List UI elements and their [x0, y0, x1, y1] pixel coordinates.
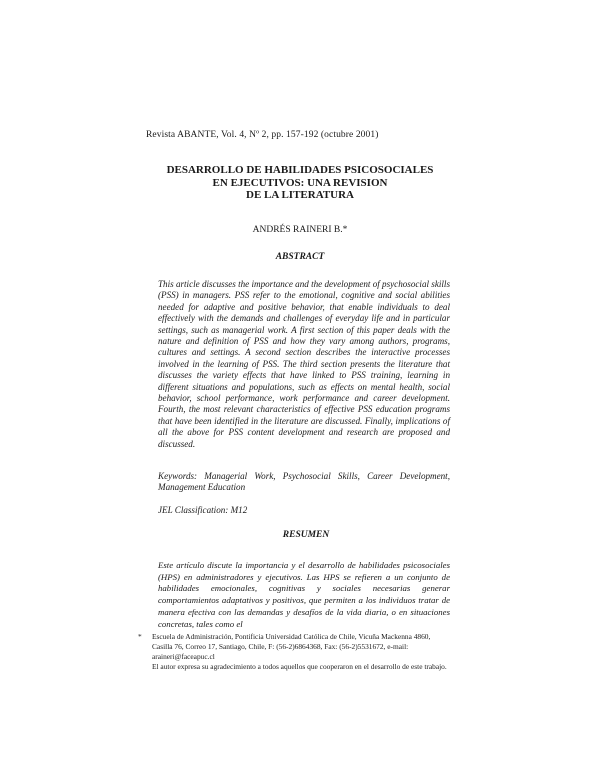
journal-citation: Revista ABANTE, Vol. 4, Nº 2, pp. 157-192 (octubre 2001)	[146, 130, 379, 140]
footnote-affiliation: Escuela de Administración, Pontificia Universidad Católica de Chile, Vicuña Mackenna 4860, Casilla 76, Correo 17, Santiago, Chile, F: (56-2)6864368, Fax: (56-2)5531672, e-mail: araineri@faceapuc.cl	[152, 632, 431, 661]
title-line-2: EN EJECUTIVOS: UNA REVISION	[212, 176, 388, 189]
resumen-body: Este artículo discute la importancia y el desarrollo de habilidades psicosociales (HPS) en administradores y ejecutivos. Las HPS se refieren a un conjunto de habilidades emocionales, cognitivas y sociales necesarias generar comportamientos adaptativos y positivos, que permiten a los individuos tratar de manera efectiva con las demandas y desafíos de la vida diaria, o en situaciones concretas, tales como el	[158, 560, 450, 629]
paper-title	[120, 164, 480, 202]
resumen-heading: RESUMEN	[282, 530, 330, 540]
jel-classification: JEL Classification: M12	[158, 505, 248, 515]
footnote-mark: *	[138, 632, 142, 641]
abstract-heading: ABSTRACT	[275, 252, 325, 262]
keywords: Keywords: Managerial Work, Psychosocial Skills, Career Development, Management Education	[158, 471, 450, 493]
author-name: ANDRÉS RAINERI B.*	[252, 225, 348, 235]
abstract-body: This article discusses the importance and the development of psychosocial skills (PSS) in managers. PSS refer to the emotional, cognitive and social abilities needed for adaptive and positive behavior, that enable individuals to deal effectively with the demands and challenges of everyday life and in particular settings, such as managerial work. A first section of this paper deals with the nature and definition of PSS and how they vary among authors, programs, cultures and settings. A second section describes the interactive processes involved in the learning of PSS. The third section presents the literature that discusses the variety effects that have linked to PSS training, learning in different situations and populations, such as effects on mental health, social behavior, school performance, work performance and career development. Fourth, the most relevant characteristics of effective PSS education programs that have been identified in the literature are discussed. Finally, implications of all the above for PSS content development and research are proposed and discussed.	[158, 279, 450, 449]
footnote	[138, 632, 448, 672]
title-line-3: DE LA LITERATURA	[246, 189, 354, 201]
title-line-1: DESARROLLO DE HABILIDADES PSICOSOCIALES	[166, 164, 434, 176]
footnote-acknowledgement: El autor expresa su agradecimiento a todos aquellos que cooperaron en el desarrollo de este trabajo.	[152, 662, 447, 671]
